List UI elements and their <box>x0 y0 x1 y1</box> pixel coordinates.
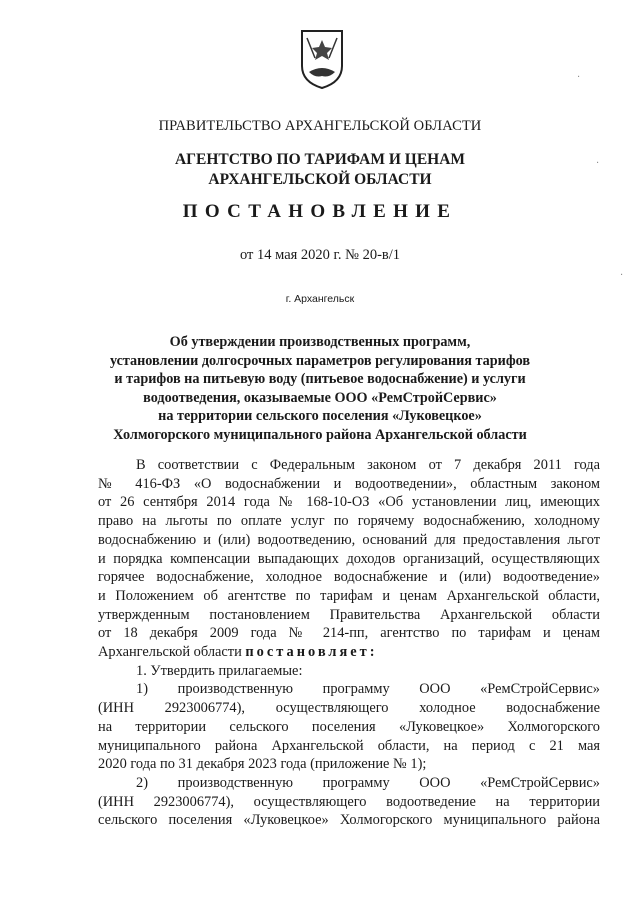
body-line: (ИНН 2923006774), осуществляющего водоотведение на территории <box>98 793 600 810</box>
body-line: горячее водоснабжение, холодное водоснабжение и (или) водоотведение» <box>98 569 600 586</box>
subject-line: установлении долгосрочных параметров регулирования тарифов <box>109 352 531 369</box>
subject-line: Холмогорского муниципального района Архангельской области <box>113 426 527 443</box>
body-line: (ИНН 2923006774), осуществляющего холодное водоснабжение <box>98 700 600 717</box>
body-line-resolves <box>98 643 600 662</box>
body-line-text: Архангельской области <box>98 644 242 661</box>
agency-line-2: АРХАНГЕЛЬСКОЙ ОБЛАСТИ <box>208 171 432 188</box>
subject-line: водоотведения, оказываемые ООО «РемСтройСервис» <box>143 389 497 406</box>
body-line: 1) производственную программу ООО «РемСтройСервис» <box>136 681 600 698</box>
body-line: и порядка компенсации выпадающих доходов организаций, осуществляющих <box>98 550 600 567</box>
government-heading: ПРАВИТЕЛЬСТВО АРХАНГЕЛЬСКОЙ ОБЛАСТИ <box>158 118 482 134</box>
body-line: от 26 сентября 2014 года № 168-10-ОЗ «Об установлении лиц, имеющих <box>98 494 600 511</box>
resolves-word: постановляет: <box>245 644 378 661</box>
document-city: г. Архангельск <box>285 293 355 305</box>
scan-mark: · <box>620 270 624 281</box>
coat-of-arms-emblem-icon <box>299 28 345 90</box>
body-line: от 18 декабря 2009 года № 214-пп, агентство по тарифам и ценам <box>98 625 600 642</box>
scan-mark: · <box>577 72 581 83</box>
item-1: 1. Утвердить прилагаемые: <box>136 662 303 679</box>
subject-line: Об утверждении производственных программ, <box>169 334 471 350</box>
scan-mark: · <box>596 158 600 169</box>
document-body <box>98 456 600 830</box>
body-line: В соответствии с Федеральным законом от 7 декабря 2011 года <box>136 457 600 473</box>
body-line: на территории сельского поселения «Луковецкое» Холмогорского <box>98 718 600 735</box>
body-line: право на льготы по оплате услуг по горячему водоснабжению, холодному <box>98 513 600 530</box>
document-date-number: от 14 мая 2020 г. № 20-в/1 <box>239 247 401 263</box>
agency-heading <box>0 150 640 190</box>
body-line: утвержденным постановлением Правительства Архангельской области <box>98 606 600 623</box>
document-type-title: ПОСТАНОВЛЕНИЕ <box>182 201 458 222</box>
body-line: муниципального района Архангельской области, на период с 21 мая <box>98 737 600 754</box>
body-line: водоснабжению и (или) водоотведению, оснований для предоставления льгот <box>98 531 600 548</box>
agency-line-1: АГЕНТСТВО ПО ТАРИФАМ И ЦЕНАМ <box>174 151 466 168</box>
subject-line: на территории сельского поселения «Луковецкое» <box>158 408 482 424</box>
body-line: № 416-ФЗ «О водоснабжении и водоотведении», областным законом <box>98 475 600 492</box>
body-line: сельского поселения «Луковецкое» Холмогорского муниципального района <box>98 812 600 829</box>
body-line: 2) производственную программу ООО «РемСтройСервис» <box>136 774 600 791</box>
subject-line: и тарифов на питьевую воду (питьевое водоснабжение) и услуги <box>114 371 526 387</box>
body-line: и Положением об агентстве по тарифам и ценам Архангельской области, <box>98 587 600 604</box>
body-line: 2020 года по 31 декабря 2023 года (приложение № 1); <box>98 756 427 773</box>
document-subject <box>0 333 640 444</box>
